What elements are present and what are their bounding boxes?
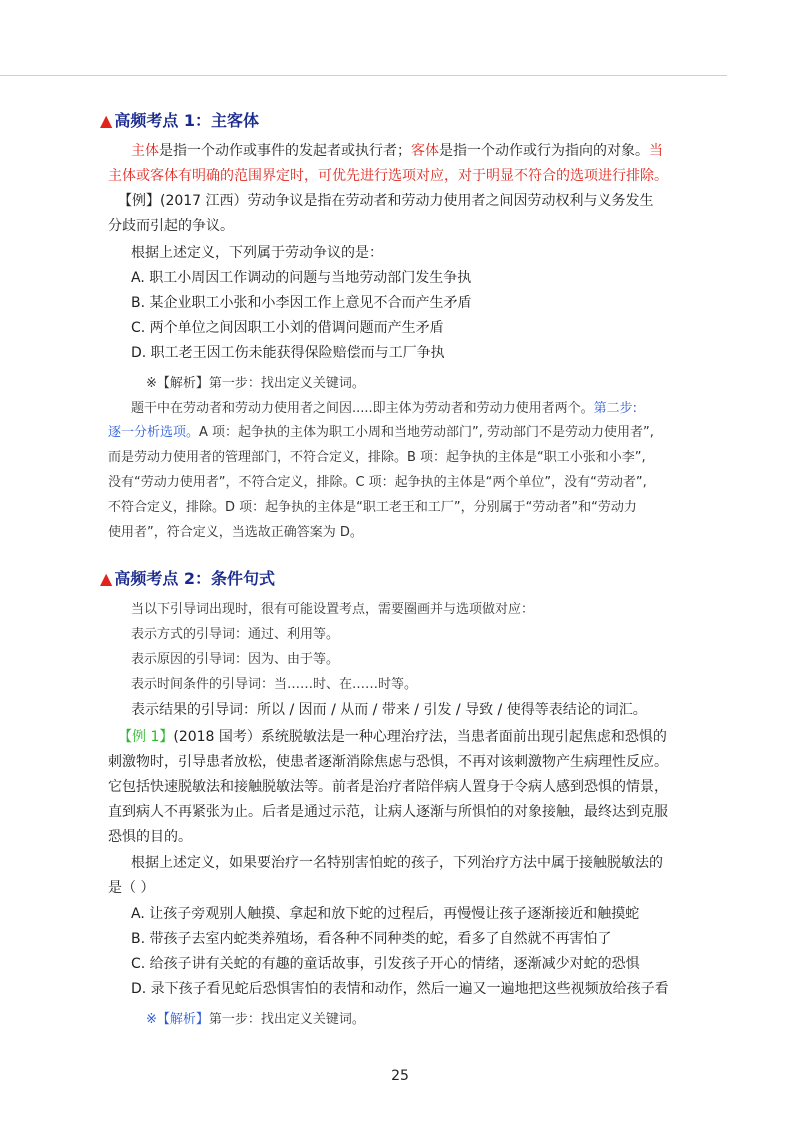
example2-analysis-text: 第一步：找出定义关键词。 [208,1012,365,1027]
triangle-icon: ▲ [100,569,113,588]
example2-analysis-label: ※【解析】 [146,1012,209,1027]
section-2-intro: 当以下引导词出现时，很有可能设置考点，需要圈画并与选项做对应： [131,602,535,617]
example2-option-b: B. 带孩子去室内蛇类养殖场，看各种不同种类的蛇，看多了自然就不再害怕了 [131,931,612,947]
example-line-2: 分歧而引起的争议。 [108,218,234,234]
analysis-text-2b: A 项：起争执的主体为职工小周和当地劳动部门”, 劳动部门不是劳动力使用者”, [199,425,654,440]
example2-option-c: C. 给孩子讲有关蛇的有趣的童话故事，引发孩子开心的情绪，逐渐减少对蛇的恐惧 [131,956,640,972]
option-a: A. 职工小周因工作调动的问题与当地劳动部门发生争执 [131,270,472,286]
analysis-step-2-cont: 逐一分析选项。 [108,425,200,440]
section-2-title: 高频考点 2：条件句式 [114,569,276,588]
header-rule [0,75,727,76]
example-question: 根据上述定义，下列属于劳动争议的是： [131,245,383,261]
example2-line-5: 恐惧的目的。 [108,829,192,845]
definition-line-1 [131,141,751,161]
example2-option-a: A. 让孩子旁观别人触摸、拿起和放下蛇的过程后，再慢慢让孩子逐渐接近和触摸蛇 [131,906,640,922]
example2-analysis [146,1010,766,1030]
green-line-3: 表示时间条件的引导词：当……时、在……时等。 [131,677,418,692]
analysis-line-5: 不符合定义，排除。D 项：起争执的主体是“职工老王和工厂”，分别属于“劳动者”和“劳动力 [108,500,637,515]
definition-text-1: 是指一个动作或事件的发起者或执行者； [159,143,411,159]
section-2-heading [100,566,275,589]
example2-question-1: 根据上述定义，如果要治疗一名特别害怕蛇的孩子，下列治疗方法中属于接触脱敏法的 [131,855,663,871]
term-object: 客体 [411,143,439,159]
example2-option-d: D. 录下孩子看见蛇后恐惧害怕的表情和动作，然后一遍又一遍地把这些视频放给孩子看 [131,981,669,997]
analysis-line-4: 没有“劳动力使用者”，不符合定义，排除。C 项：起争执的主体是“两个单位”，没有“劳动者”, [108,475,647,490]
section-1-title: 高频考点 1：主客体 [114,111,260,130]
example2-label: 【例 1】 [118,729,174,745]
example2-question-2: 是（ ） [108,880,155,896]
analysis-step-2: 第二步: [593,401,638,416]
example2-line-3: 它包括快速脱敏法和接触脱敏法等。前者是治疗者陪伴病人置身于令病人感到恐惧的情景， [108,779,668,795]
green-line-1: 表示方式的引导词：通过、利用等。 [131,627,340,642]
analysis-line-2 [108,423,728,443]
example2-text-1: (2018 国考）系统脱敏法是一种心理治疗法，当患者面前出现引起焦虑和恐惧的 [173,729,667,745]
definition-highlight-start: 当 [649,143,663,159]
page-number: 25 [391,1068,409,1084]
analysis-line-3: 而是劳动力使用者的管理部门，不符合定义，排除。B 项：起争执的主体是“职工小张和小李”, [108,450,646,465]
option-b: B. 某企业职工小张和小李因工作上意见不合而产生矛盾 [131,295,472,311]
triangle-icon: ▲ [100,111,113,130]
analysis-text-1a: 题干中在劳动者和劳动力使用者之间因.....即主体为劳动者和劳动力使用者两个。 [131,401,594,416]
example2-line-2: 刺激物时，引导患者放松，使患者逐渐消除焦虑与恐惧，不再对该刺激物产生病理性反应。 [108,754,668,770]
analysis-line-1 [131,399,751,419]
definition-line-2: 主体或客体有明确的范围界定时，可优先进行选项对应，对于明显不符合的选项进行排除。 [108,168,668,184]
option-d: D. 职工老王因工伤未能获得保险赔偿而与工厂争执 [131,345,445,361]
example2-line-1 [118,727,738,747]
analysis-label: ※【解析】第一步：找出定义关键词。 [146,376,365,391]
result-line: 表示结果的引导词：所以 / 因而 / 从而 / 带来 / 引发 / 导致 / 使得等表结论的词汇。 [131,702,647,718]
section-1-heading [100,108,259,131]
analysis-line-6: 使用者”，符合定义，当选故正确答案为 D。 [108,525,363,540]
definition-text-2: 是指一个动作或行为指向的对象。 [439,143,649,159]
example2-line-4: 直到病人不再紧张为止。后者是通过示范，让病人逐渐与所惧怕的对象接触，最终达到克服 [108,804,668,820]
example-line-1: 【例】(2017 江西）劳动争议是指在劳动者和劳动力使用者之间因劳动权利与义务发生 [118,193,654,209]
term-subject: 主体 [131,143,159,159]
green-line-2: 表示原因的引导词：因为、由于等。 [131,652,340,667]
option-c: C. 两个单位之间因职工小刘的借调问题而产生矛盾 [131,320,444,336]
